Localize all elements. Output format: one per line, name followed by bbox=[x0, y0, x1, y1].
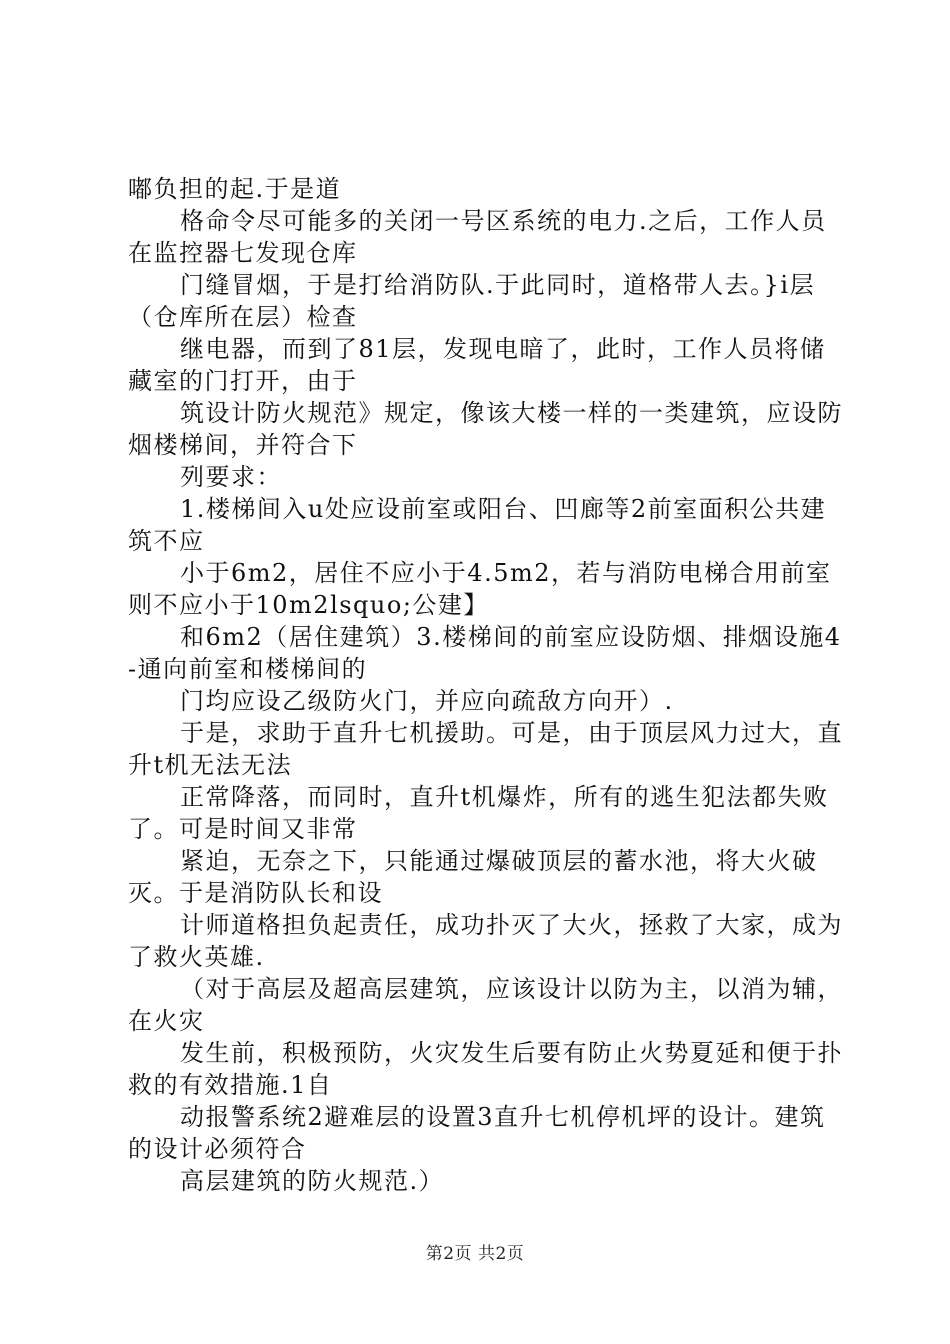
paragraph: 计师道格担负起责任，成功扑灭了大火，拯救了大家，成为了救火英雄. bbox=[128, 911, 843, 971]
paragraph: 高层建筑的防火规范.） bbox=[180, 1167, 445, 1195]
page-number-label: 第2页 共2页 bbox=[425, 1244, 525, 1264]
page-footer bbox=[0, 1243, 950, 1265]
document-body bbox=[128, 173, 844, 1197]
paragraph: 于是，求助于直升七机援助。可是，由于顶层风力过大，直升t机无法无法 bbox=[128, 719, 843, 779]
paragraph: 门均应设乙级防火门，并应向疏敌方向开）. bbox=[180, 687, 674, 715]
paragraph: 列要求： bbox=[180, 463, 282, 491]
paragraph: 和6m2（居住建筑）3.楼梯间的前室应设防烟、排烟设施4-通向前室和楼梯间的 bbox=[128, 623, 842, 683]
paragraph: 小于6m2，居住不应小于4.5m2，若与消防电梯合用前室则不应小于10m2lsquo;公建】 bbox=[128, 559, 832, 619]
paragraph: 正常降落，而同时，直升t机爆炸，所有的逃生犯法都失败了。可是时间又非常 bbox=[128, 783, 829, 843]
paragraph: 格命令尽可能多的关闭一号区系统的电力.之后，工作人员在监控器七发现仓库 bbox=[128, 207, 827, 267]
paragraph: 发生前，积极预防，火灾发生后要有防止火势夏延和便于扑救的有效措施.1自 bbox=[128, 1039, 843, 1099]
paragraph: 1.楼梯间入u处应设前室或阳台、凹廊等2前室面积公共建筑不应 bbox=[128, 495, 827, 555]
paragraph: 门缝冒烟，于是打给消防队.于此同时，道格带人去。}i层（仓库所在层）检查 bbox=[128, 271, 816, 331]
paragraph: 筑设计防火规范》规定，像该大楼一样的一类建筑，应设防烟楼梯间，并符合下 bbox=[128, 399, 843, 459]
paragraph: 继电器，而到了81层，发现电暗了，此时，工作人员将储藏室的门打开，由于 bbox=[128, 335, 826, 395]
paragraph: （对于高层及超高层建筑，应该设计以防为主，以消为辅，在火灾 bbox=[128, 975, 843, 1035]
paragraph: 动报警系统2避难层的设置3直升七机停机坪的设计。建筑的设计必须符合 bbox=[128, 1103, 826, 1163]
paragraph: 紧迫，无奈之下，只能通过爆破顶层的蓄水池，将大火破灭。于是消防队长和设 bbox=[128, 847, 818, 907]
paragraph: 嘟负担的起.于是道 bbox=[128, 175, 342, 203]
